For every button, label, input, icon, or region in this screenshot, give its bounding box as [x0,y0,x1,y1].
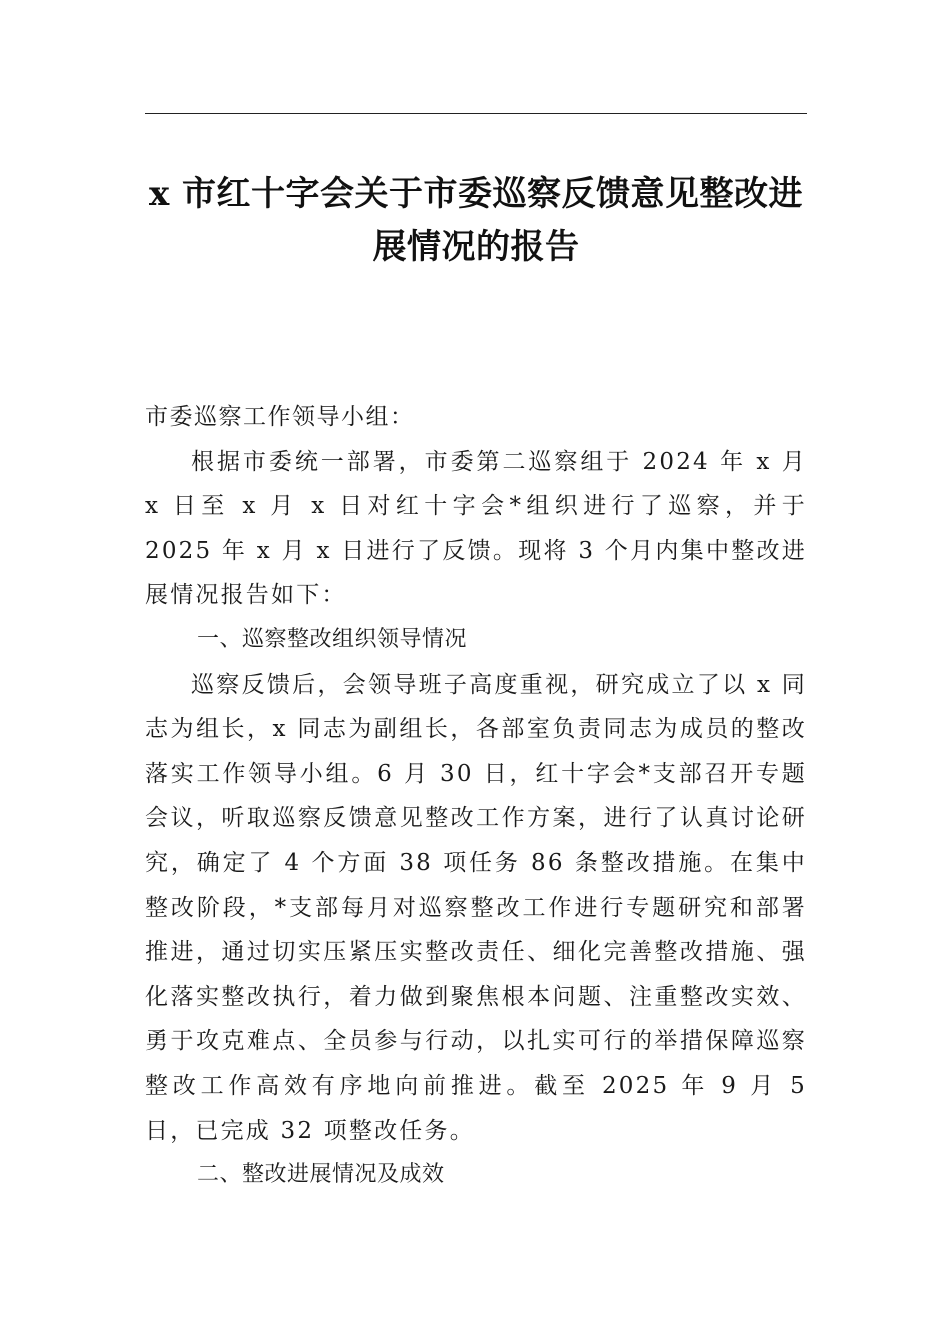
document-title [145,168,807,274]
section-1-paragraph: 巡察反馈后，会领导班子高度重视，研究成立了以 x 同志为组长，x 同志为副组长，各部室负责同志为成员的整改落实工作领导小组。6 月 30 日，红十字会*支部召开专题会议，听取巡察反馈意见整改工作方案，进行了认真讨论研究，确定了 4 个方面 38 项任务 86 条整改措施。在集中整改阶段，*支部每月对巡察整改工作进行专题研究和部署推进，通过切实压紧压实整改责任、细化完善整改措施、强化落实整改执行，着力做到聚焦根本问题、注重整改实效、勇于攻克难点、全员参与行动，以扎实可行的举措保障巡察整改工作高效有序地向前推进。截至 2025 年 9 月 5 日，已完成 32 项整改任务。 [145,671,807,1144]
document-body [145,395,807,1198]
title-line-1: x 市红十字会关于市委巡察反馈意见整改进 [148,174,804,214]
salutation: 市委巡察工作领导小组： [145,404,415,430]
section-2-heading: 二、整改进展情况及成效 [197,1162,445,1188]
section-1-heading: 一、巡察整改组织领导情况 [197,626,468,652]
header-rule [145,113,807,114]
title-line-2: 展情况的报告 [372,227,580,267]
intro-paragraph: 根据市委统一部署，市委第二巡察组于 2024 年 x 月 x 日至 x 月 x 日对红十字会*组织进行了巡察，并于 2025 年 x 月 x 日进行了反馈。现将 3 个月内集中整改进展情况报告如下： [145,448,807,609]
